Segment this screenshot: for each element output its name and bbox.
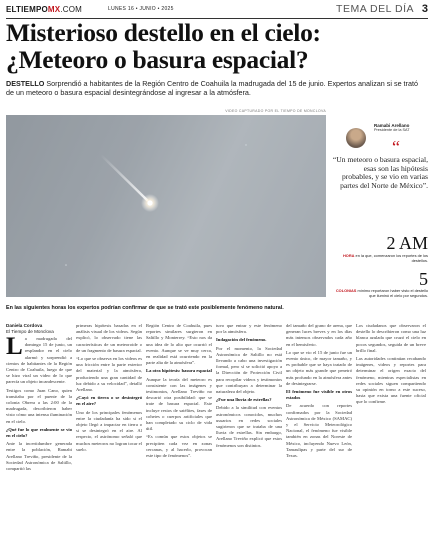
photo-credit: VIDEO CAPTURADO POR EL TIEMPO DE MONCLOVA	[225, 109, 326, 113]
masthead	[6, 4, 428, 18]
stat-time-label	[332, 253, 428, 263]
stat-colonias-label	[332, 288, 428, 298]
page-number: 3	[421, 3, 428, 15]
stat-colonias-value: 5	[419, 269, 428, 289]
paragraph: Región Centro de Coahuila, pues reportes similares surgieron en Saltillo y Monterrey. “Esto nos da una idea de lo alto que ocurrió el evento. Aunque se ve muy cerca, en realidad está ocurriendo en la parte alta de la atmósfera”.	[146, 323, 212, 366]
dropcap: L	[6, 336, 23, 360]
byline-author: Daniela Cordova	[6, 323, 43, 328]
byline	[6, 323, 54, 335]
paragraph: tuvo que entrar y este fenómeno por la atmósfera.	[216, 323, 282, 335]
sky-photo[interactable]	[6, 115, 326, 297]
subheading: ¿Fue una lluvia de estrellas?	[216, 397, 272, 403]
paragraph: Por el momento, la Sociedad Astronómica de Saltillo no está llevando a cabo una investigación formal, pero sí se solicitó apoyo a la Dirección de Protección Civil para recopilar videos y testimonios que contribuyan a determinar la naturaleza del objeto.	[216, 345, 282, 395]
pull-quote: “Un meteoro o basura espacial, esas son las hipótesis probables, y se vio en varias partes del Norte de México”.	[332, 155, 428, 190]
subheading: Indagación del fenómeno.	[216, 337, 267, 343]
article-column-6	[356, 323, 426, 558]
byline-outlet: El Tiempo de Monclova	[6, 328, 54, 334]
deck-text: Sorprendió a habitantes de la Región Centro de Coahuila la madrugada del 15 de junio. Expertos analizan si se trató de un meteoro o basura espacial desintegrándose al ingresar a la atmósfera.	[6, 79, 418, 97]
paragraph: del tamaño del grano de arena, que generan luces breves y en los días más intensos observados cada año en el hemisferio.	[286, 323, 352, 347]
section-title: TEMA DEL DÍA	[336, 3, 414, 15]
paragraph: Testigos como Juan Cano, quien transitaba por el puente de la colonia Obrera a las 2:00 de la madrugada, describieron haber visto cómo una intensa iluminación en el cielo.	[6, 387, 72, 424]
paragraph: Uno de los principales fenómenos entre la ciudadanía ha sido si el objeto llegó a impactar en tierra o si se desintegró en el aire. Al respecto, el astrónomo señaló que muchos meteoros no logran tocar el suelo.	[76, 409, 142, 452]
subheading: El fenómeno fue visible en otros estados	[286, 389, 352, 401]
stat-time-bold: HORA	[342, 253, 355, 258]
paragraph: Las autoridades continúan recabando imágenes, videos y reportes para determinar el origen exacto del fenómeno, mientras especialistas en redes sociales siguen compartiendo su opinión en torno a este suceso, hasta que exista una fuente oficial que lo confirme.	[356, 356, 426, 405]
brand-tail: .COM	[60, 5, 82, 14]
brand-logo[interactable]	[6, 5, 82, 14]
sidebar	[332, 110, 428, 300]
paragraph: primeras hipótesis basadas en el análisis visual de los videos. Según explicó, lo observado tiene las características de un meteoroide o de un fragmento de basura espacial.	[76, 323, 142, 353]
article-column-1	[6, 336, 72, 558]
deck	[6, 79, 424, 97]
subheading: ¿Cayó en tierra o se desintegró en el aire?	[76, 395, 142, 407]
quote-mark-icon: “	[392, 137, 400, 157]
paragraph: De acuerdo con reportes confirmados por la Sociedad Astronómica de México (SAMAC) y el Servicio Meteorológico Nacional, el fenómeno fue visible también en zonas del Noreste de México, incluyendo Nuevo León, Tamaulipas y parte del sur de Texas.	[286, 403, 352, 459]
photo-caption: En las siguientes horas los expertos podrían confirmar de que se trató este posiblemente fenómeno natural.	[6, 305, 284, 311]
paragraph: “Lo que se observa en los videos es una fricción entre la parte exterior del material y la atmósfera, produciendo una gran cantidad de luz debido a su velocidad”, detalló Arellano.	[76, 356, 142, 393]
subheading: La otra hipótesis: basura espacial	[146, 368, 212, 374]
stat-colonias-text: mínimo reportaron haber visto el destello que iluminó el cielo por segundos.	[357, 288, 428, 298]
article-column-5	[286, 323, 352, 558]
article-column-2	[76, 323, 142, 558]
subheading: ¿Qué fue lo que realmente se vio en el cielo?	[6, 426, 72, 439]
paragraph: Aunque la teoría del meteoro es consistente con las imágenes y testimonios, Arellano Treviño no descartó otra posibilidad: que se trate de basura espacial. Este incluye restos de satélites, fases de cohetes o cuerpos artificiales que han completado su ciclo de vida útil.	[146, 376, 212, 432]
stat-colonias-bold: COLONIAS	[335, 288, 357, 293]
paragraph: Lo que se vio el 15 de junio fue un evento único, de mayor tamaño, y es probable que se haya tratado de un objeto más grande que penetró más profundo en la atmósfera antes de desintegrarse.	[286, 349, 352, 386]
paragraph: a madrugada del domingo 15 de junio, un resplandor en el cielo alarmó y sorprendió a cientos de habitantes de la Región Centro de Coahuila, luego de que se hizo viral un video de lo que parecía un objeto incandescente.	[6, 336, 72, 385]
paragraph: “Es común que estos objetos se precipiten cada vez en zonas cercanas, y al hacerlo, provocan este tipo de fenómenos”.	[146, 434, 212, 459]
article-column-3	[146, 323, 212, 558]
brand-accent: MX	[47, 5, 61, 14]
paragraph: Ante la incertidumbre generada entre la población, Ramabi Arellano Treviño, presidente de la Sociedad Astronómica de Saltillo, compartió las	[6, 441, 72, 472]
paragraph: Los ciudadanos que observaron el destello lo describieron como una luz blanca azulada que cruzó el cielo en pocos segundos, seguida de un breve brillo final.	[356, 323, 426, 353]
deck-kicker: DESTELLO	[6, 79, 45, 88]
headline: Misterioso destello en el cielo: ¿Meteoro o basura espacial?	[6, 18, 321, 74]
source-role: Presidente de la SAT	[374, 128, 410, 132]
issue-date: LUNES 16 • JUNIO • 2025	[108, 6, 174, 12]
article-column-4	[216, 323, 282, 558]
meteor-streak-image	[6, 115, 326, 297]
source-name: Ramabi Arellano	[374, 123, 410, 128]
avatar	[346, 128, 366, 148]
paragraph: Debido a la similitud con eventos astronómicos conocidos, muchos usuarios en redes sociales sugirieron que se trataba de una lluvia de estrellas. Sin embargo, Arellano Treviño explicó que estos fenómenos son distintos.	[216, 405, 282, 448]
brand-main: ELTIEMPO	[6, 5, 48, 14]
stat-time-value: 2 AM	[386, 233, 428, 253]
stat-time-text: en la que, comenzaron los reportes de los destellos.	[355, 253, 428, 263]
